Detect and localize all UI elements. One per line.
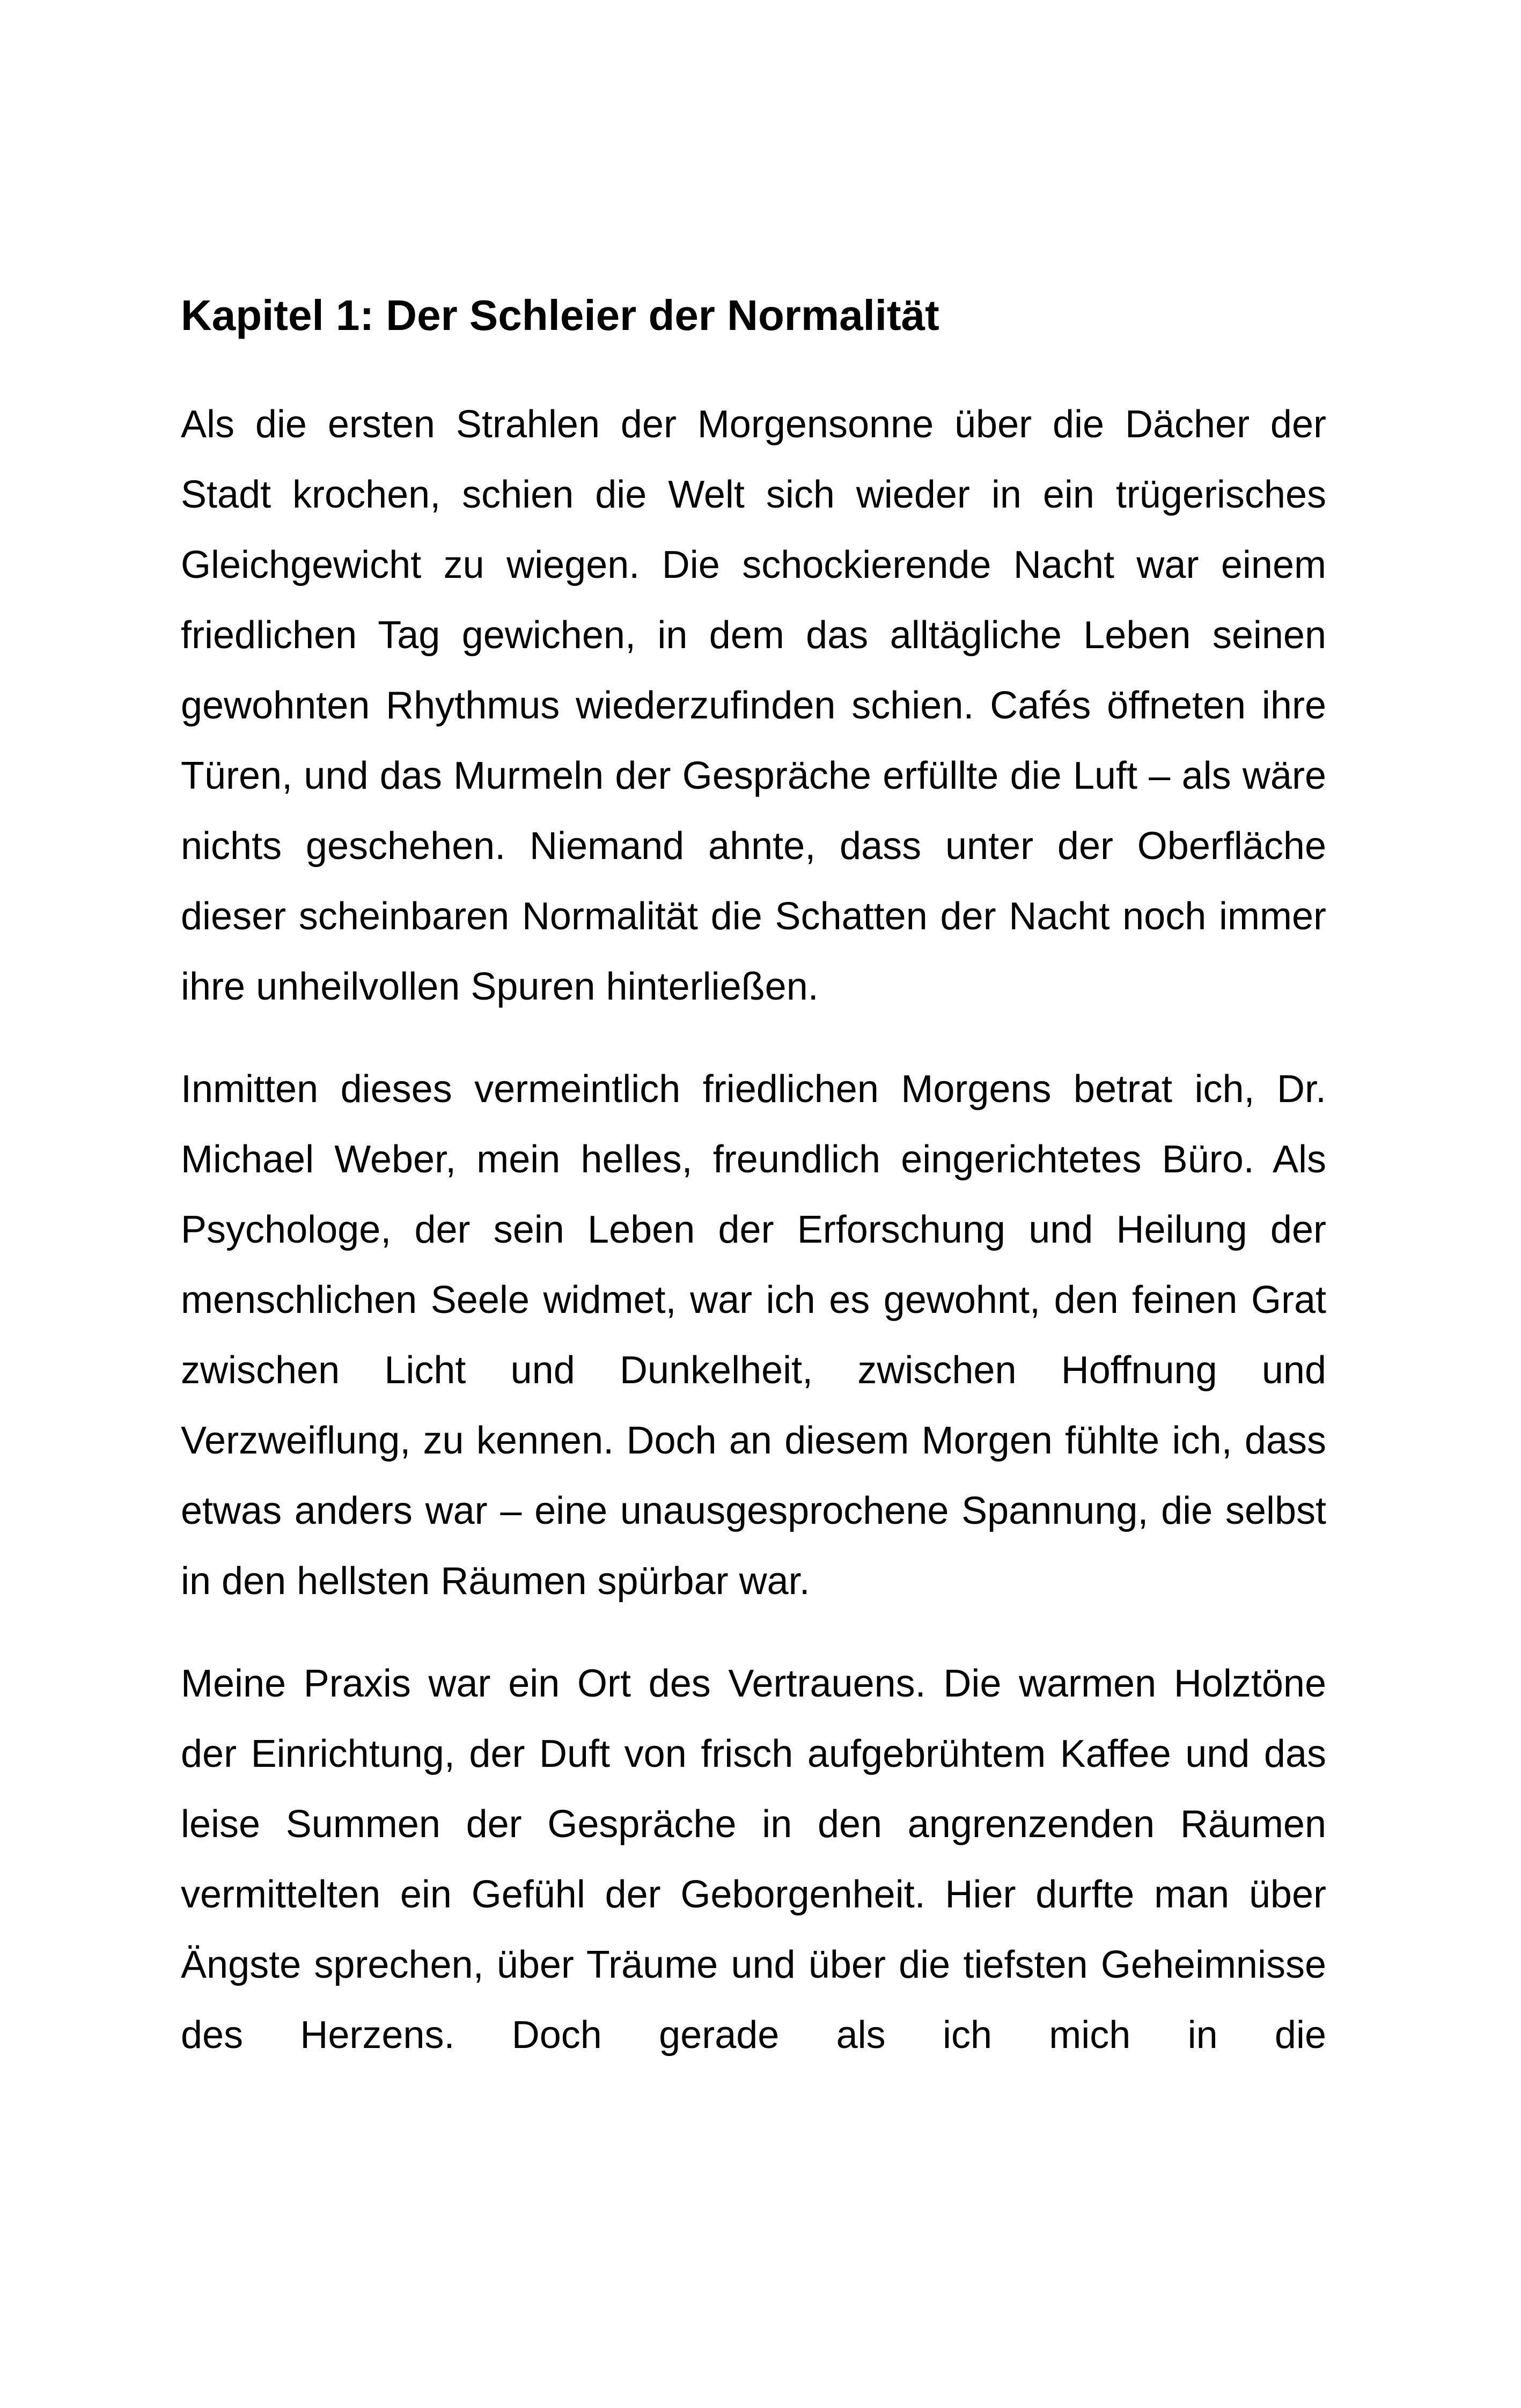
page-content <box>181 290 1326 2071</box>
paragraph-2: Inmitten dieses vermeintlich friedlichen Morgens betrat ich, Dr. Michael Weber, mein helles, freundlich eingerichtetes Büro. Als Psychologe, der sein Leben der Erforschung und Heilung der menschlichen Seele widmet, war ich es gewohnt, den feinen Grat zwischen Licht und Dunkelheit, zwischen Hoffnung und Verzweiflung, zu kennen. Doch an diesem Morgen fühlte ich, dass etwas anders war – eine unausgesprochene Spannung, die selbst in den hellsten Räumen spürbar war. <box>181 1068 1326 1603</box>
paragraph-1: Als die ersten Strahlen der Morgensonne über die Dächer der Stadt krochen, schien die Welt sich wieder in ein trügerisches Gleichgewicht zu wiegen. Die schockierende Nacht war einem friedlichen Tag gewichen, in dem das alltägliche Leben seinen gewohnten Rhythmus wiederzufinden schien. Cafés öffneten ihre Türen, und das Murmeln der Gespräche erfüllte die Luft – als wäre nichts geschehen. Niemand ahnte, dass unter der Oberfläche dieser scheinbaren Normalität die Schatten der Nacht noch immer ihre unheilvollen Spuren hinterließen. <box>181 403 1326 1008</box>
paragraph-3: Meine Praxis war ein Ort des Vertrauens. Die warmen Holztöne der Einrichtung, der Duft von frisch aufgebrühtem Kaffee und das leise Summen der Gespräche in den angrenzenden Räumen vermittelten ein Gefühl der Geborgenheit. Hier durfte man über Ängste sprechen, über Träume und über die tiefsten Geheimnisse des Herzens. Doch gerade als ich mich in die <box>181 1662 1326 2057</box>
chapter-title: Kapitel 1: Der Schleier der Normalität <box>181 291 939 339</box>
